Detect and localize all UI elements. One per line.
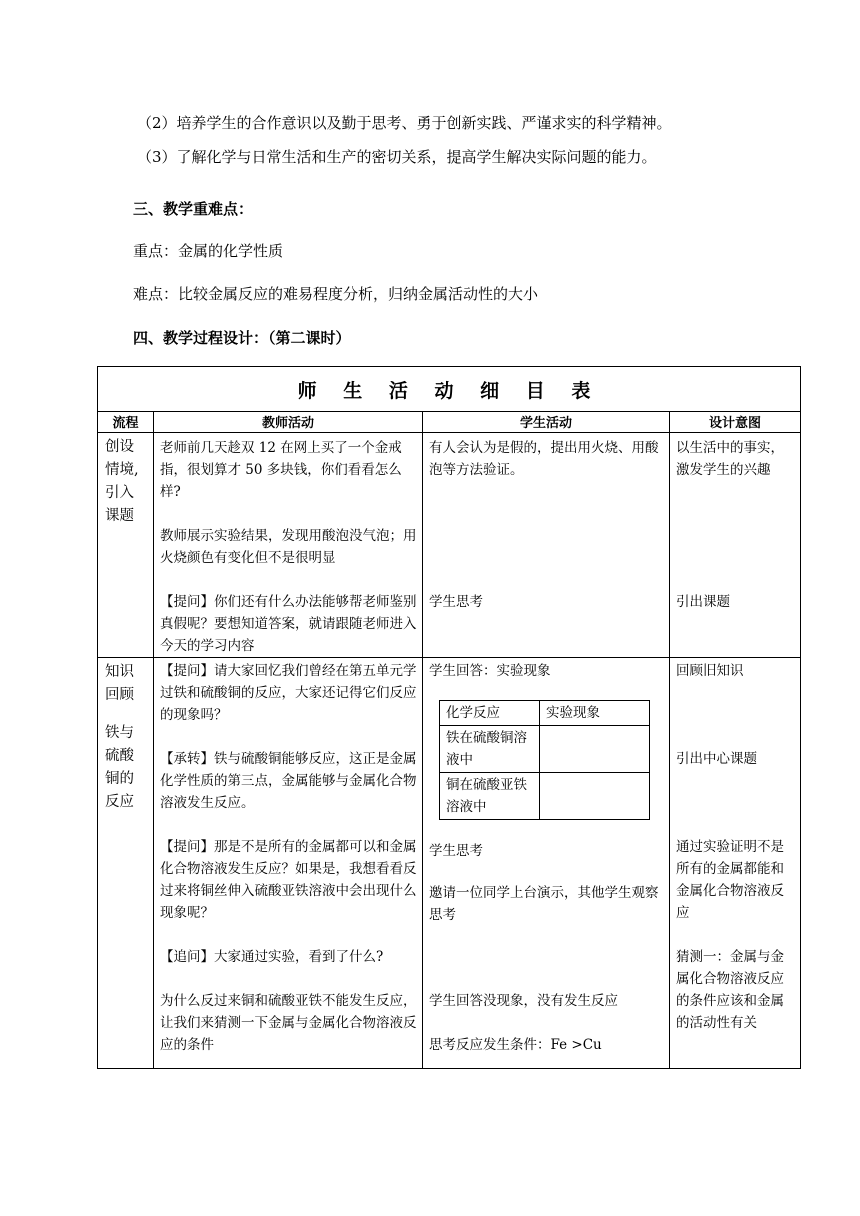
row1-intent-text-1: 以生活中的事实，激发学生的兴趣 <box>676 440 784 478</box>
row2-intent-text-1: 回顾旧知识 <box>676 663 744 679</box>
row1-teacher-text-3: 【提问】你们还有什么办法能够帮老师鉴别真假呢？要想知道答案，就请跟随老师进入今天的学习内容 <box>160 594 417 654</box>
row2-student-text-3: 邀请一位同学上台演示，其他学生观察思考 <box>429 885 659 923</box>
row1-flow-cell <box>98 433 154 658</box>
header-student: 学生活动 <box>423 412 670 433</box>
reaction-table-cell <box>540 726 650 773</box>
reaction-table-cell: 铁在硫酸铜溶液中 <box>440 726 540 773</box>
row1-flow: 创设 情境, 引入 课题 <box>105 439 139 524</box>
row2-teacher-text-1: 【提问】请大家回忆我们曾经在第五单元学过铁和硫酸铜的反应，大家还记得它们反应的现象吗？ <box>160 663 417 723</box>
row2-flow-cell <box>98 658 154 1069</box>
table-row <box>98 433 801 658</box>
section4-heading: 四、教学过程设计：（第二课时） <box>133 329 351 347</box>
header-flow: 流程 <box>98 412 154 433</box>
table-title: 师 生 活 动 细 目 表 <box>98 367 801 412</box>
key-point: 重点：金属的化学性质 <box>133 242 284 260</box>
row2-intent-text-3: 通过实验证明不是所有的金属都能和金属化合物溶液反应 <box>676 839 784 921</box>
row2-flow-b: 铁与 硫酸 铜的 反应 <box>105 725 134 810</box>
row1-intent-cell <box>670 433 801 658</box>
row2-teacher-text-5: 为什么反过来铜和硫酸亚铁不能发生反应，让我们来猜测一下金属与金属化合物溶液反应的条件 <box>160 993 417 1053</box>
table-row <box>98 658 801 1069</box>
row1-student-cell <box>423 433 670 658</box>
row2-intent-cell <box>670 658 801 1069</box>
objective-2: （2）培养学生的合作意识以及勤于思考、勇于创新实践、严谨求实的科学精神。 <box>137 114 672 132</box>
reaction-table <box>439 700 650 820</box>
objective-3: （3）了解化学与日常生活和生产的密切关系，提高学生解决实际问题的能力。 <box>137 148 657 166</box>
row2-student-text-1: 学生回答：实验现象 <box>429 663 551 679</box>
activity-table <box>97 366 801 1069</box>
header-teacher: 教师活动 <box>154 412 423 433</box>
row2-intent-text-2: 引出中心课题 <box>676 751 757 767</box>
section3-heading: 三、教学重难点： <box>133 200 254 218</box>
row2-teacher-text-4: 【追问】大家通过实验，看到了什么? <box>160 949 384 965</box>
row2-student-cell <box>423 658 670 1069</box>
row1-teacher-text-2: 教师展示实验结果，发现用酸泡没气泡；用火烧颜色有变化但不是很明显 <box>160 528 417 566</box>
row2-teacher-text-3: 【提问】那是不是所有的金属都可以和金属化合物溶液发生反应？如果是，我想看看反过来将铜丝伸入硫酸亚铁溶液中会出现什么现象呢？ <box>160 839 417 921</box>
row2-intent-text-4: 猜测一：金属与金属化合物溶液反应的条件应该和金属的活动性有关 <box>676 949 784 1031</box>
row1-intent-text-2: 引出课题 <box>676 594 730 610</box>
reaction-table-header: 化学反应 <box>440 701 540 726</box>
row1-student-text-2: 学生思考 <box>429 594 483 610</box>
reaction-table-cell <box>540 773 650 820</box>
row1-teacher-cell <box>154 433 423 658</box>
row2-teacher-cell <box>154 658 423 1069</box>
row2-student-text-2: 学生思考 <box>429 843 483 859</box>
row2-teacher-text-2: 【承转】铁与硫酸铜能够反应，这正是金属化学性质的第三点，金属能够与金属化合物溶液发生反应。 <box>160 751 417 811</box>
row2-flow-a: 知识 回顾 <box>105 664 134 703</box>
reaction-table-cell: 铜在硫酸亚铁溶液中 <box>440 773 540 820</box>
difficult-point: 难点：比较金属反应的难易程度分析，归纳金属活动性的大小 <box>133 285 539 303</box>
row1-student-text-1: 有人会认为是假的，提出用火烧、用酸泡等方法验证。 <box>429 440 659 478</box>
row2-student-text-4: 学生回答没现象，没有发生反应 <box>429 993 618 1009</box>
row2-student-text-5: 思考反应发生条件：Fe >Cu <box>429 1037 602 1053</box>
row1-teacher-text-1: 老师前几天趁双 12 在网上买了一个金戒指，很划算才 50 多块钱，你们看看怎么样? <box>160 440 402 500</box>
reaction-table-header: 实验现象 <box>540 701 650 726</box>
header-intent: 设计意图 <box>670 412 801 433</box>
